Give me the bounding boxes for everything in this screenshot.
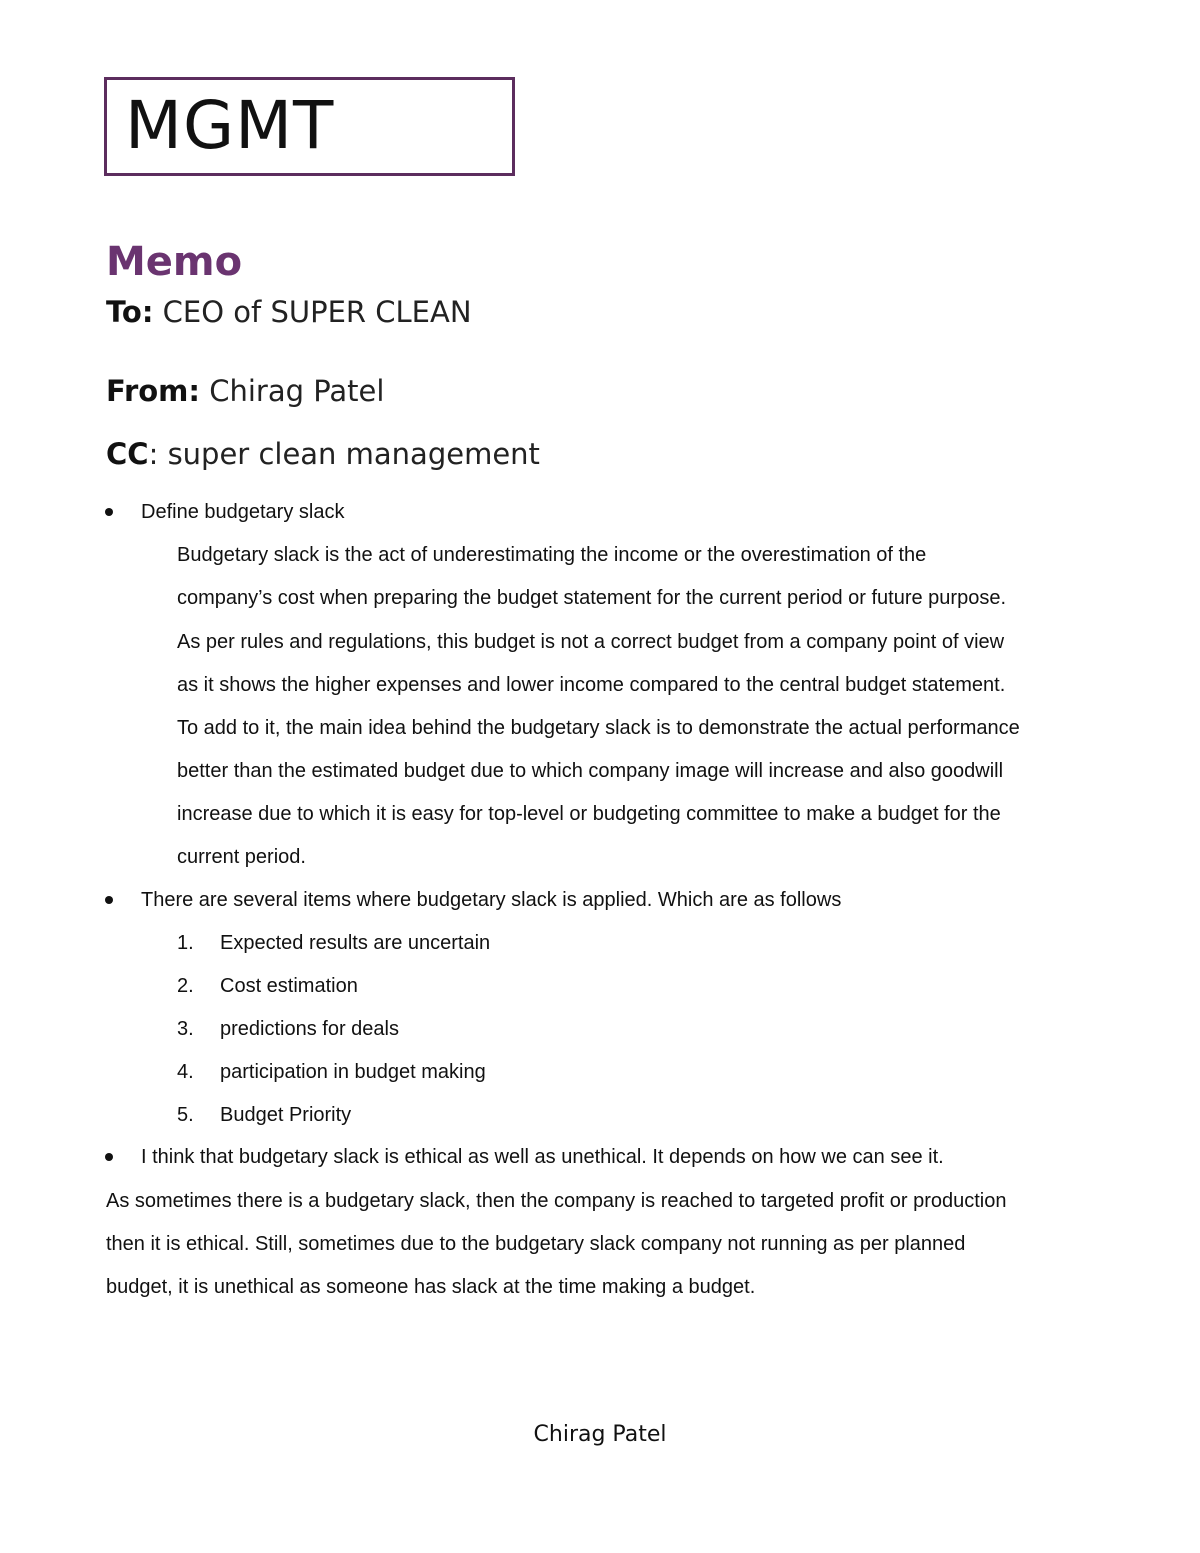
from-value: Chirag Patel: [200, 374, 385, 408]
definition-line: As per rules and regulations, this budget is not a correct budget from a company point of view: [177, 631, 1005, 653]
list-item-number: 2.: [177, 975, 194, 997]
conclusion-line: budget, it is unethical as someone has slack at the time making a budget.: [106, 1276, 756, 1298]
conclusion-line: As sometimes there is a budgetary slack, then the company is reached to targeted profit or production: [106, 1190, 1007, 1212]
cc-label: CC: [106, 437, 149, 471]
definition-line: To add to it, the main idea behind the budgetary slack is to demonstrate the actual performance: [177, 717, 1020, 739]
footer-name: Chirag Patel: [533, 1422, 667, 1447]
definition-line: as it shows the higher expenses and lower income compared to the central budget statement.: [177, 674, 1006, 696]
bullet-text-1: Define budgetary slack: [141, 501, 345, 523]
bullet-dot-3: [105, 1153, 113, 1161]
list-item: Cost estimation: [220, 975, 358, 997]
list-item-number: 3.: [177, 1018, 194, 1040]
bullet-text-2: There are several items where budgetary slack is applied. Which are as follows: [141, 889, 842, 911]
memo-title: Memo: [106, 239, 243, 285]
from-line: [106, 373, 384, 409]
from-label: From:: [106, 374, 200, 408]
bullet-text-3: I think that budgetary slack is ethical as well as unethical. It depends on how we can see it.: [141, 1146, 944, 1168]
definition-line: current period.: [177, 846, 306, 868]
definition-line: better than the estimated budget due to which company image will increase and also goodwill: [177, 760, 1004, 782]
to-line: [106, 294, 472, 330]
list-item: participation in budget making: [220, 1061, 486, 1083]
list-item-number: 5.: [177, 1104, 194, 1126]
list-item: Expected results are uncertain: [220, 932, 491, 954]
definition-line: company’s cost when preparing the budget statement for the current period or future purpose.: [177, 587, 1007, 609]
list-item: predictions for deals: [220, 1018, 399, 1040]
conclusion-line: then it is ethical. Still, sometimes due to the budgetary slack company not running as per planned: [106, 1233, 966, 1255]
cc-line: [106, 436, 540, 472]
cc-value: : super clean management: [148, 437, 540, 471]
definition-line: Budgetary slack is the act of underestimating the income or the overestimation of the: [177, 544, 927, 566]
bullet-dot-2: [105, 896, 113, 904]
logo-text: MGMT: [125, 87, 335, 164]
to-value: CEO of SUPER CLEAN: [153, 295, 472, 329]
to-label: To:: [106, 295, 154, 329]
list-item-number: 4.: [177, 1061, 194, 1083]
bullet-dot-1: [105, 508, 113, 516]
list-item: Budget Priority: [220, 1104, 352, 1126]
definition-line: increase due to which it is easy for top-level or budgeting committee to make a budget for the: [177, 803, 1001, 825]
list-item-number: 1.: [177, 932, 194, 954]
logo-box: [104, 77, 515, 176]
